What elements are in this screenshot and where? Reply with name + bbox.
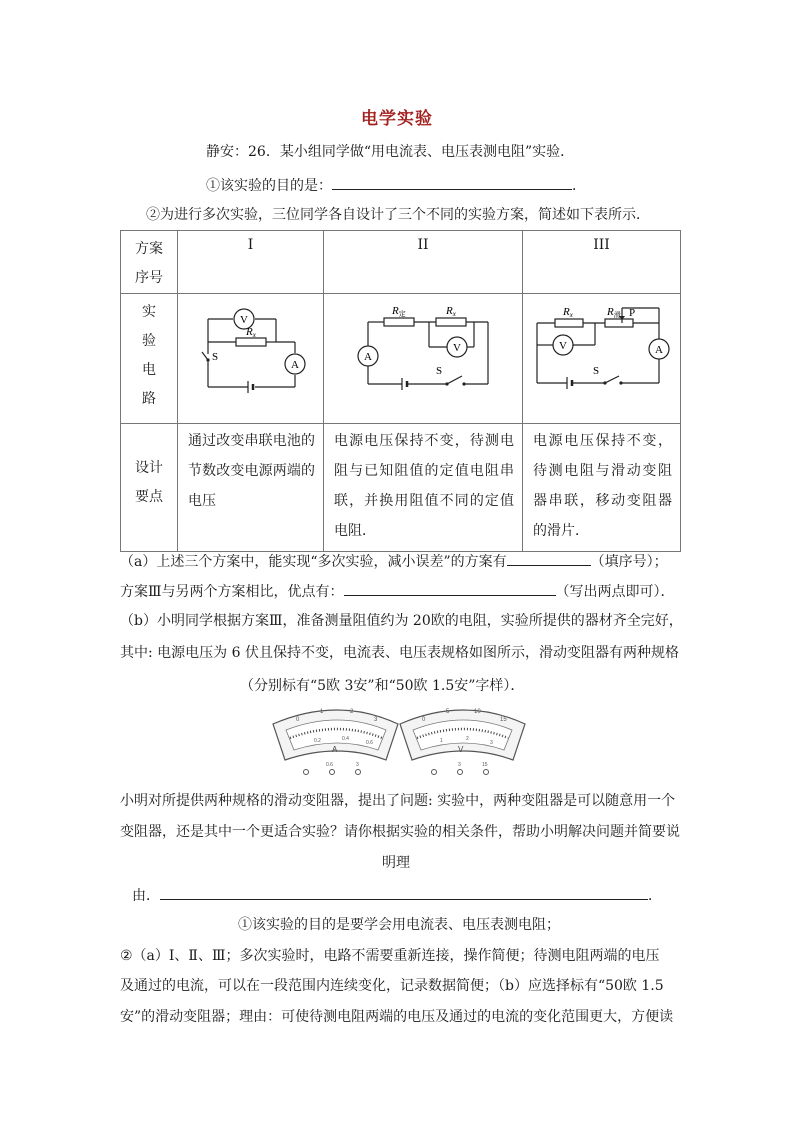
rx-label [445,305,457,318]
resistor-subscript: x [252,331,256,339]
answer-blank[interactable] [507,551,591,566]
question-a-text: （a）上述三个方案中，能实现“多次实验，减小误差”的方案有 [120,554,507,570]
question-1 [206,175,586,196]
answer-blank[interactable] [160,885,648,900]
switch-symbol: S [593,365,600,377]
header-label-line: 序号 [135,270,163,286]
ammeter-symbol: A [364,351,372,363]
plan-header: II [324,231,523,294]
circuit-label-char: 实 [142,304,156,320]
ammeter-terminal-label: 0.6 [326,762,333,768]
ammeter-top-tick: 1 [320,709,324,715]
switch-symbol: S [212,351,219,363]
circuit-label-cell [121,294,178,424]
answer-line: ①该实验的目的是要学会用电流表、电压表测电阻； [238,917,560,933]
ammeter-symbol: A [655,344,663,356]
switch-symbol: S [436,365,443,377]
resistor-subscript: x [452,310,456,318]
voltmeter-bottom-tick: 1 [440,738,443,744]
question-c-reason [132,885,662,906]
question-a2 [120,581,675,602]
voltmeter-terminal-label: 15 [482,762,488,768]
question-1-suffix: ． [572,178,586,194]
question-a2-text: 方案Ⅲ与另两个方案相比，优点有： [120,584,344,600]
answer-line: ②（a）Ⅰ、Ⅱ、Ⅲ；多次实验时，电路不需要重新连接，操作简便；待测电阻两端的电压 [120,948,660,964]
reason-prefix: 由． [132,888,160,904]
circuit-cell-2 [324,294,523,424]
voltmeter-top-tick: 15 [500,717,507,723]
rx-label [245,326,257,339]
ammeter-bottom-tick: 0.6 [366,740,373,746]
question-b-line: （b）小明同学根据方案Ⅲ，准备测量阻值约为 20欧的电阻，实验所提供的器材齐全完好， [120,613,683,629]
circuit-label-char: 电 [142,362,156,378]
voltmeter-letter: V [458,745,464,754]
question-a2-suffix: （写出两点即可）． [555,584,675,600]
question-1-prefix: ①该实验的目的是： [206,178,332,194]
circuit-cell-1 [178,294,324,424]
design-text-2: 电源电压保持不变，待测电阻与已知阻值的定值电阻串联，并换用阻值不同的定值电阻． [324,424,523,552]
question-a-suffix: （填序号）； [590,554,668,570]
design-text-3: 电源电压保持不变，待测电阻与滑动变阻器串联，移动变阻器的滑片． [523,424,681,552]
question-a [120,551,668,572]
ammeter-bottom-tick: 0.4 [342,736,349,742]
header-label-line: 方案 [135,241,163,257]
question-c-line: 变阻器，还是其中一个更适合实验？请你根据实验的相关条件，帮助小明解决问题并简要说 [120,824,680,840]
voltmeter-terminal-label: 3 [458,762,461,768]
ammeter-bottom-tick: 0.2 [314,738,321,744]
plan-header: III [523,231,681,294]
voltmeter-bottom-tick: 3 [490,740,493,746]
voltmeter-top-tick: 5 [446,709,450,715]
ammeter-top-tick: 2 [350,709,354,715]
question-c-line: 小明对所提供两种规格的滑动变阻器，提出了问题: 实验中，两种变阻器是可以随意用一个 [120,793,676,809]
ammeter-letter: A [332,745,338,754]
design-label-cell [121,424,178,552]
circuit-diagram-3 [523,294,681,419]
question-b-line: 其中: 电源电压为 6 伏且保持不变，电流表、电压表规格如图所示，滑动变阻器有两种规格 [120,645,679,661]
question-c-line: 明理 [382,855,410,871]
answer-line: 及通过的电流，可以在一段范围内连续变化，记录数据简便；（b）应选择标有“50欧 1.5 [120,978,664,994]
meters-figure [268,700,530,786]
voltmeter-symbol: V [240,314,248,326]
answer-blank[interactable] [344,581,556,596]
design-label-line: 要点 [135,489,163,505]
resistor-subscript: 滑 [613,311,621,319]
resistor-symbol: R [392,305,399,317]
circuit-label-char: 验 [142,333,156,349]
ammeter-top-tick: 0 [296,717,300,723]
voltmeter-bottom-tick: 2 [466,736,469,742]
ammeter-top-tick: 3 [374,717,378,723]
circuit-cell-3 [523,294,681,424]
voltmeter-symbol: V [453,342,461,354]
plan-table [120,230,681,552]
design-text-1: 通过改变串联电池的节数改变电源两端的电压 [178,424,324,552]
voltmeter-top-tick: 10 [474,709,481,715]
voltmeter-symbol: V [559,340,567,352]
voltmeter-top-tick: 0 [422,717,426,723]
question-2: ②为进行多次实验，三位同学各自设计了三个不同的实验方案，简述如下表所示． [146,207,650,223]
resistor-symbol: R [246,326,253,338]
rx-label [562,306,574,319]
answer-line: 安”的滑动变阻器；理由：可使待测电阻两端的电压及通过的电流的变化范围更大，方便读 [120,1009,674,1025]
question-b-line: （分别标有“5欧 3安”和“50欧 1.5安”字样）． [240,678,525,694]
rheostat-label [606,306,621,319]
resistor-subscript: x [569,311,573,319]
intro-line: 静安：26．某小组同学做“用电流表、电压表测电阻”实验． [206,144,575,160]
reason-suffix: ． [648,888,662,904]
circuit-diagram-2 [324,294,523,419]
ammeter-symbol: A [291,359,299,371]
circuit-label-char: 路 [142,391,156,407]
resistor-symbol: R [563,306,570,318]
plan-header: I [178,231,324,294]
header-label-cell [121,231,178,294]
answer-blank[interactable] [332,175,572,190]
resistor-subscript: 定 [398,310,406,318]
slider-label: P [629,307,636,319]
page-title: 电学实验 [361,109,433,129]
resistor-symbol: R [607,306,614,318]
design-label-line: 设计 [135,460,163,476]
resistor-symbol: R [446,305,453,317]
fixed-resistor-label [391,305,406,318]
ammeter-terminal-label: 3 [356,762,359,768]
circuit-diagram-1 [178,294,324,419]
